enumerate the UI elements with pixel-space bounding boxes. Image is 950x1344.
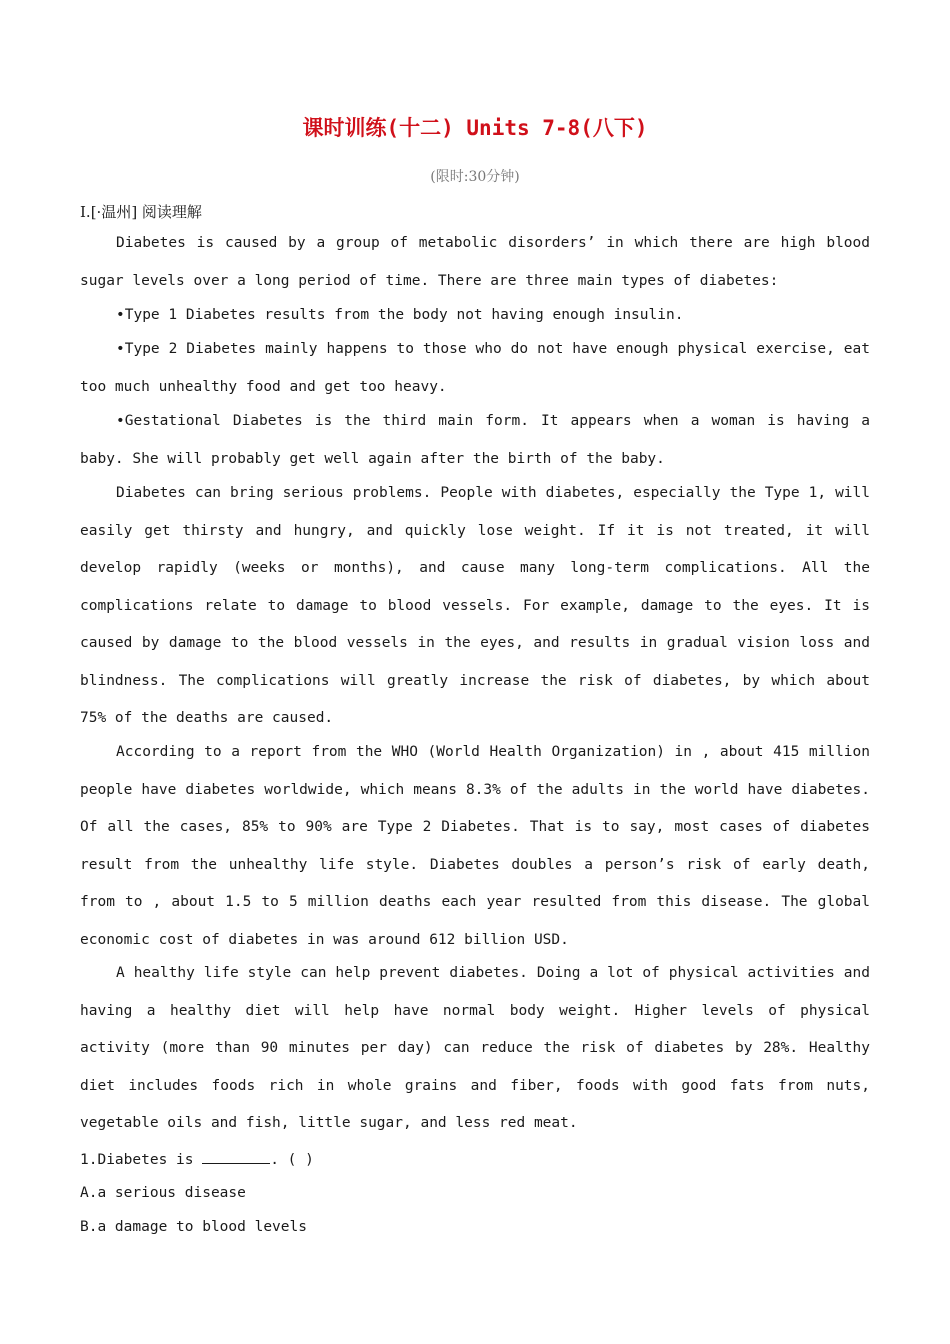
- bullet-gestational: •Gestational Diabetes is the third main form. It appears when a woman is having a baby. She will probably get well again after the birth of the baby.: [80, 413, 870, 467]
- paragraph-1: Diabetes is caused by a group of metabolic disorders’ in which there are high blood sugar levels over a long period of time. There are three main types of diabetes:: [80, 235, 870, 289]
- question-1-text-before: 1.Diabetes is: [80, 1152, 203, 1168]
- option-b[interactable]: B.a damage to blood levels: [80, 1219, 307, 1235]
- section-heading: Ⅰ.[·温州] 阅读理解: [80, 203, 202, 221]
- paragraph-2: Diabetes can bring serious problems. People with diabetes, especially the Type 1, will easily get thirsty and hungry, and quickly lose weight. If it is not treated, it will develop rapidly (weeks or months), and cause many long-term complications. All the complications relate to damage to blood vessels. For example, damage to the eyes. It is caused by damage to the blood vessels in the eyes, and results in gradual vision loss and blindness. The complications will greatly increase the risk of diabetes, by which about 75% of the deaths are caused.: [80, 485, 870, 726]
- page-title: 课时训练(十二) Units 7-8(八下): [302, 116, 648, 140]
- question-1-text-after: . ( ): [270, 1152, 314, 1168]
- time-limit: (限时:30分钟): [430, 169, 520, 185]
- option-a[interactable]: A.a serious disease: [80, 1185, 246, 1201]
- bullet-type-1: •Type 1 Diabetes results from the body not having enough insulin.: [116, 307, 684, 323]
- paragraph-4: A healthy life style can help prevent diabetes. Doing a lot of physical activities and having a healthy diet will help have normal body weight. Higher levels of physical activity (more than 90 minutes per day) can reduce the risk of diabetes by 28%. Healthy diet includes foods rich in whole grains and fiber, foods with good fats from nuts, vegetable oils and fish, little sugar, and less red meat.: [80, 965, 870, 1131]
- paragraph-3: According to a report from the WHO (World Health Organization) in , about 415 million people have diabetes worldwide, which means 8.3% of the adults in the world have diabetes. Of all the cases, 85% to 90% are Type 2 Diabetes. That is to say, most cases of diabetes result from the unhealthy life style. Diabetes doubles a person’s risk of early death, from to , about 1.5 to 5 million deaths each year resulted from this disease. The global economic cost of diabetes in was around 612 billion USD.: [80, 744, 870, 948]
- bullet-type-2: •Type 2 Diabetes mainly happens to those who do not have enough physical exercise, eat too much unhealthy food and get too heavy.: [80, 341, 870, 395]
- question-1-stem: [80, 1149, 314, 1170]
- answer-blank[interactable]: [202, 1149, 270, 1164]
